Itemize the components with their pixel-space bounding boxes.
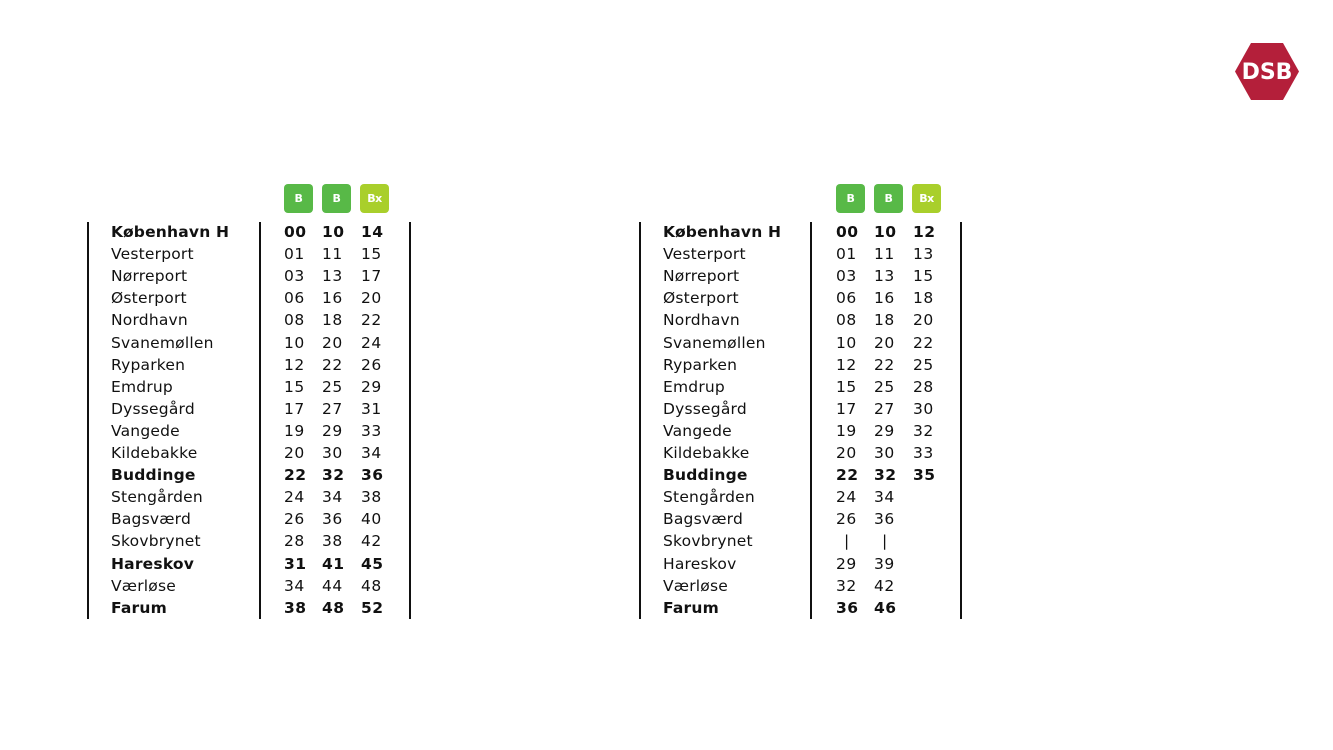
departure-minute: 34 [284,576,305,595]
departure-minute: 01 [284,245,305,264]
departure-minute: 48 [322,598,345,617]
departure-minute: 12 [913,223,936,241]
departure-minute: 06 [836,289,857,308]
departure-minute: 03 [836,267,857,286]
station-name: Kildebakke [111,444,198,462]
station-name: København H [663,223,782,241]
departure-minute: 29 [361,377,382,396]
departure-minute: 20 [284,444,305,462]
departure-minute: 48 [361,576,382,595]
dsb-logo-text: DSB [1241,60,1293,85]
line-badge-b: B [284,184,313,213]
departure-minute: 32 [836,576,857,595]
departure-minute: 13 [322,267,343,286]
departure-minute: 45 [361,554,384,573]
departure-minute: 17 [361,267,382,286]
departure-minute: 18 [322,311,343,330]
departure-minute: 25 [913,355,934,374]
station-name: Farum [663,598,719,617]
departure-minute: 24 [361,333,382,352]
departure-minute: 30 [874,444,895,462]
departure-minute: 26 [284,510,305,529]
departure-minute: 29 [322,421,343,440]
departure-minute: 20 [874,333,895,352]
departure-minute: 42 [361,532,382,551]
departure-minute: 26 [836,510,857,529]
departure-minute: 39 [874,554,895,573]
departure-minute: 33 [361,421,382,440]
departure-minute: 03 [284,267,305,286]
departure-minute: 29 [874,421,895,440]
station-name: Østerport [111,289,187,308]
departure-minute: 00 [836,223,859,241]
departure-minute: 10 [284,333,305,352]
departure-minute: 15 [361,245,382,264]
departure-minute: 36 [361,466,384,485]
departure-minute: 22 [361,311,382,330]
station-name: Skovbrynet [111,532,201,551]
departure-minute: 22 [322,355,343,374]
departure-minute: 22 [836,466,859,485]
line-badge-b: B [874,184,903,213]
departure-minute: 10 [836,333,857,352]
station-name: Buddinge [663,466,748,485]
dsb-logo [1235,43,1299,100]
departure-minute: 35 [913,466,936,485]
departure-minute: 13 [913,245,934,264]
departure-minute: 11 [874,245,895,264]
station-name: København H [111,223,230,241]
station-name: Nordhavn [111,311,188,330]
station-name: Buddinge [111,466,196,485]
departure-minute: 10 [322,223,345,241]
line-badge-b: B [322,184,351,213]
departure-minute: 15 [913,267,934,286]
station-name: Hareskov [111,554,195,573]
departure-minute: 42 [874,576,895,595]
station-name: Svanemøllen [663,333,766,352]
station-name: Vangede [663,421,732,440]
departure-minute: 18 [874,311,895,330]
departure-minute: 30 [913,399,934,418]
station-name: Dyssegård [663,399,747,418]
station-name: Hareskov [663,554,737,573]
departure-minute: 32 [913,421,934,440]
station-name: Emdrup [663,377,725,396]
departure-minute: 25 [322,377,343,396]
station-name: Kildebakke [663,444,750,462]
departure-minute: 26 [361,355,382,374]
departure-minute: 08 [836,311,857,330]
station-name: Værløse [111,576,176,595]
station-name: Nørreport [663,267,740,286]
station-name: Ryparken [663,355,738,374]
departure-minute: 12 [836,355,857,374]
station-name: Vangede [111,421,180,440]
departure-minute: 36 [836,598,859,617]
departure-minute: 27 [874,399,895,418]
departure-minute: 38 [361,488,382,507]
departure-minute: 20 [361,289,382,308]
departure-minute: 20 [322,333,343,352]
departure-minute: 24 [284,488,305,507]
departure-minute: 19 [284,421,305,440]
station-name: Svanemøllen [111,333,214,352]
station-name: Østerport [663,289,739,308]
station-name: Stengården [663,488,755,507]
departure-minute: 11 [322,245,343,264]
departure-minute: 46 [874,598,897,617]
departure-minute: 34 [874,488,895,507]
departure-minute: 15 [836,377,857,396]
line-badge-b: B [836,184,865,213]
station-name: Bagsværd [663,510,743,529]
station-name: Farum [111,598,167,617]
departure-minute: 52 [361,598,384,617]
departure-minute: 22 [913,333,934,352]
station-name: Vesterport [663,245,746,264]
departure-minute: | [882,532,888,551]
departure-minute: 14 [361,223,384,241]
column-divider [409,222,411,619]
departure-minute: 24 [836,488,857,507]
departure-minute: 32 [322,466,345,485]
departure-minute: 19 [836,421,857,440]
departure-minute: 13 [874,267,895,286]
departure-minute: 17 [284,399,305,418]
station-name: Dyssegård [111,399,195,418]
departure-minute: 44 [322,576,343,595]
column-divider [639,222,641,619]
column-divider [810,222,812,619]
column-divider [259,222,261,619]
station-name: Emdrup [111,377,173,396]
departure-minute: 16 [874,289,895,308]
departure-minute: 38 [322,532,343,551]
departure-minute: 25 [874,377,895,396]
departure-minute: 34 [361,444,382,462]
departure-minute: 00 [284,223,307,241]
departure-minute: 27 [322,399,343,418]
departure-minute: 22 [874,355,895,374]
departure-minute: 01 [836,245,857,264]
departure-minute: 38 [284,598,307,617]
departure-minute: 31 [361,399,382,418]
station-name: Stengården [111,488,203,507]
departure-minute: 29 [836,554,857,573]
line-badge-bx: Bx [360,184,389,213]
departure-minute: 08 [284,311,305,330]
departure-minute: 33 [913,444,934,462]
station-name: Værløse [663,576,728,595]
departure-minute: 20 [913,311,934,330]
departure-minute: | [844,532,850,551]
departure-minute: 36 [322,510,343,529]
station-name: Bagsværd [111,510,191,529]
departure-minute: 20 [836,444,857,462]
departure-minute: 16 [322,289,343,308]
departure-minute: 32 [874,466,897,485]
departure-minute: 18 [913,289,934,308]
column-divider [960,222,962,619]
departure-minute: 40 [361,510,382,529]
station-name: Vesterport [111,245,194,264]
station-name: Nørreport [111,267,188,286]
departure-minute: 28 [284,532,305,551]
departure-minute: 12 [284,355,305,374]
departure-minute: 41 [322,554,345,573]
station-name: Ryparken [111,355,186,374]
departure-minute: 30 [322,444,343,462]
departure-minute: 31 [284,554,307,573]
departure-minute: 22 [284,466,307,485]
station-name: Nordhavn [663,311,740,330]
departure-minute: 17 [836,399,857,418]
station-name: Skovbrynet [663,532,753,551]
departure-minute: 06 [284,289,305,308]
column-divider [87,222,89,619]
departure-minute: 36 [874,510,895,529]
departure-minute: 28 [913,377,934,396]
departure-minute: 34 [322,488,343,507]
line-badge-bx: Bx [912,184,941,213]
dsb-logo-hexagon [1235,43,1299,100]
departure-minute: 10 [874,223,897,241]
departure-minute: 15 [284,377,305,396]
